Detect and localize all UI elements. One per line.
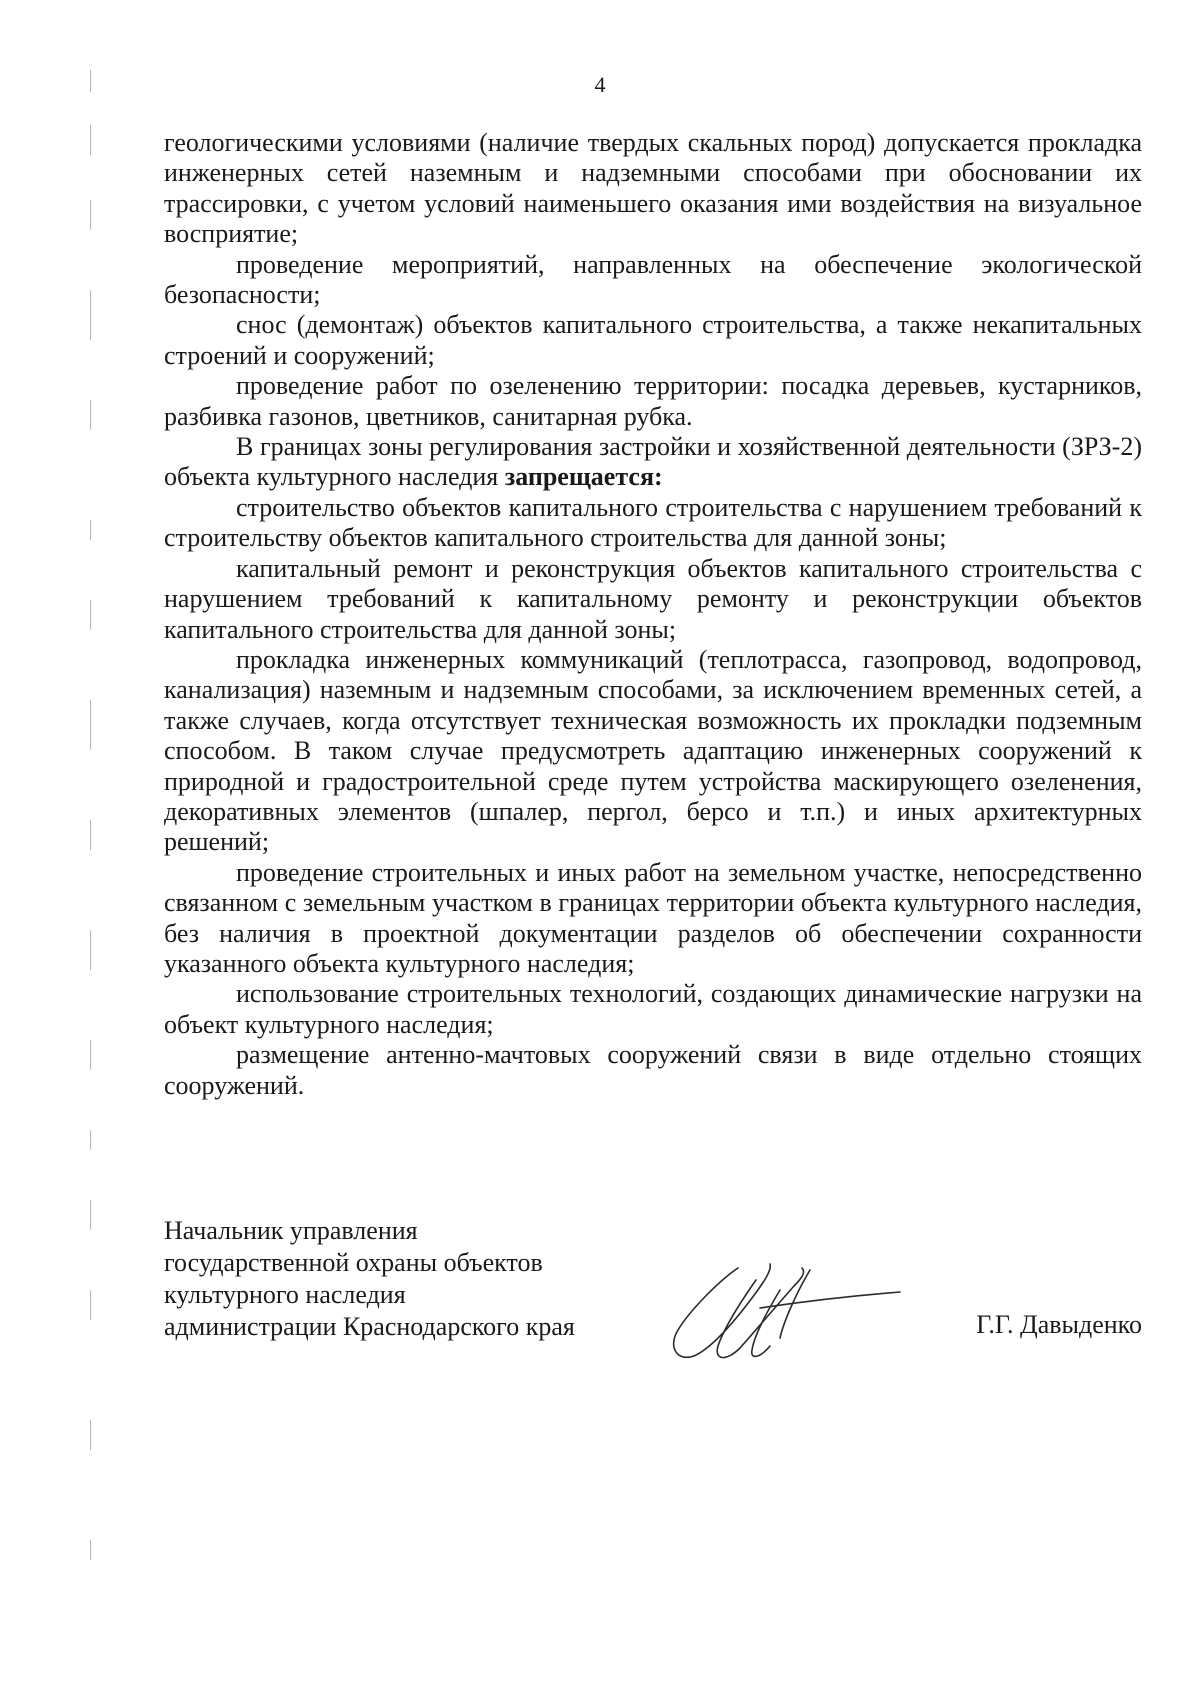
paragraph: проведение мероприятий, направленных на обеспечение экологической безопасности; <box>164 249 1142 310</box>
paragraph: прокладка инженерных коммуникаций (теплотрасса, газопровод, водопровод, канализация) наземным и надземным способами, за исключением временных сетей, а также случаев, когда отсутствует техническая возможность их прокладки подземным способом. В таком случае предусмотреть адаптацию инженерных сооружений к природной и градостроительной среде путем устройства маскирующего озеленения, декоративных элементов (шпалер, пергол, берсо и т.п.) и иных архитектурных решений; <box>164 644 1142 857</box>
paragraph: проведение работ по озеленению территории: посадка деревьев, кустарников, разбивка газонов, цветников, санитарная рубка. <box>164 371 1142 431</box>
handwritten-signature <box>660 1250 920 1370</box>
paragraph: снос (демонтаж) объектов капитального строительства, а также некапитальных строений и сооружений; <box>164 310 1142 370</box>
document-body <box>164 128 1142 1101</box>
signatory-title-line: культурного наследия <box>164 1280 406 1309</box>
zone-paragraph <box>164 432 1142 493</box>
paragraph: строительство объектов капитального строительства с нарушением требований к строительству объектов капитального строительства для данной зоны; <box>164 492 1142 553</box>
signatory-title <box>164 1215 575 1343</box>
signer-name: Г.Г. Давыденко <box>976 1310 1142 1339</box>
paragraph: размещение антенно-мачтовых сооружений связи в виде отдельно стоящих сооружений. <box>164 1040 1142 1100</box>
signatory-title-line: Начальник управления <box>164 1216 418 1245</box>
signatory-title-line: администрации Краснодарского края <box>164 1312 575 1341</box>
paragraph: использование строительных технологий, создающих динамические нагрузки на объект культурного наследия; <box>164 979 1142 1039</box>
prohibited-label: запрещается: <box>504 462 663 492</box>
paragraph: проведение строительных и иных работ на земельном участке, непосредственно связанном с земельным участком в границах территории объекта культурного наследия, без наличия в проектной документации разделов об обеспечении сохранности указанного объекта культурного наследия; <box>164 857 1142 978</box>
signatory-title-line: государственной охраны объектов <box>164 1248 543 1277</box>
paragraph: геологическими условиями (наличие твердых скальных пород) допускается прокладка инженерных сетей наземным и надземными способами при обосновании их трассировки, с учетом условий наименьшего оказания ими воздействия на визуальное восприятие; <box>164 128 1142 249</box>
page-number: 4 <box>594 72 606 97</box>
paragraph: капитальный ремонт и реконструкция объектов капитального строительства с нарушением требований к капитальному ремонту и реконструкции объектов капитального строительства для данной зоны; <box>164 553 1142 644</box>
zone-paragraph-text: В границах зоны регулирования застройки и хозяйственной деятельности (ЗРЗ-2) объекта культурного наследия <box>164 432 1142 492</box>
